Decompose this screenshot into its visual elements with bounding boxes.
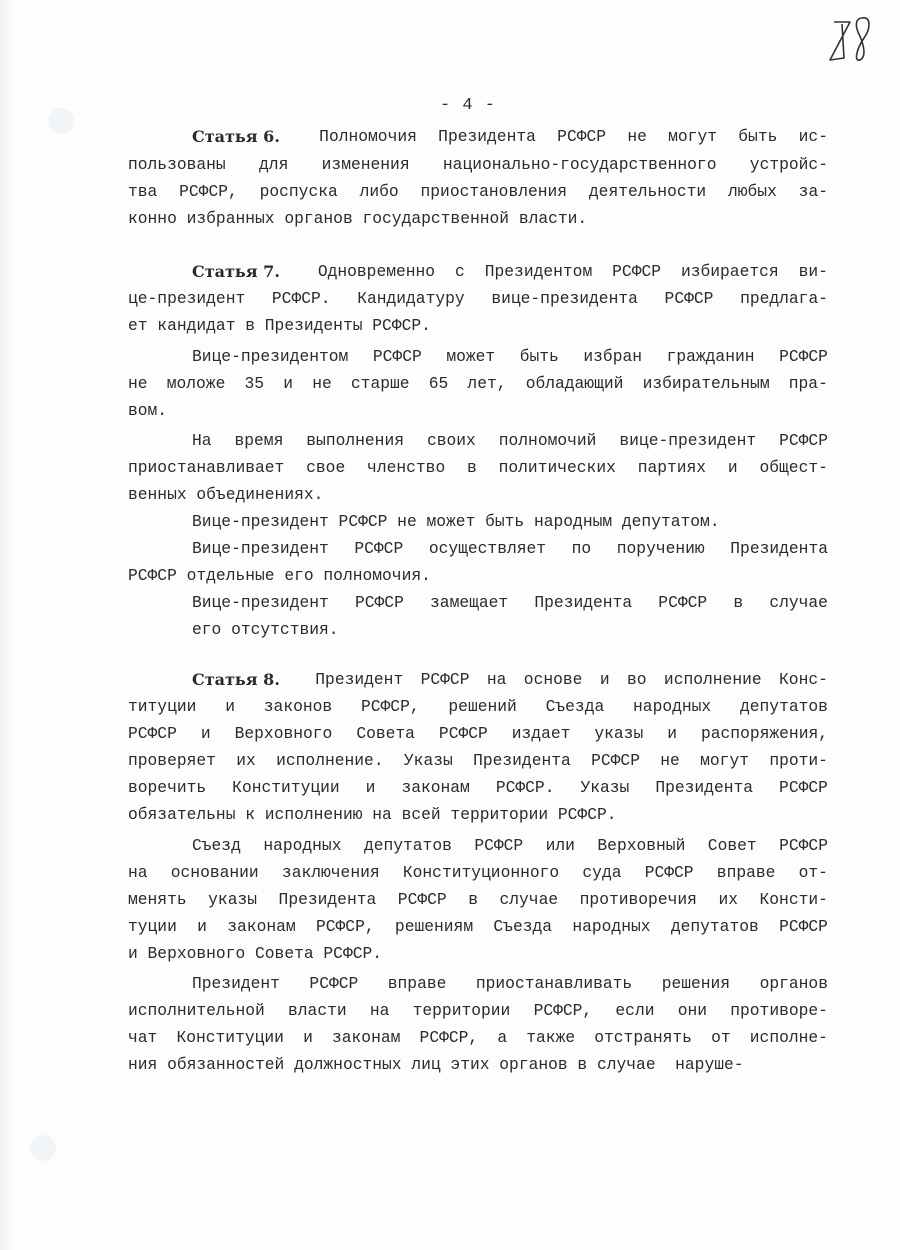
- punch-hole-mark: [30, 1135, 56, 1161]
- word: Съезда: [493, 917, 553, 936]
- text-line: [128, 862, 828, 884]
- word: противоречия: [579, 890, 697, 909]
- word: либо: [359, 182, 399, 201]
- word: не: [660, 751, 680, 770]
- word: быть: [738, 127, 778, 146]
- word: РСФСР: [779, 917, 828, 936]
- word: вправе: [387, 974, 447, 993]
- word: Одновременно: [317, 262, 436, 281]
- word: исполнение: [663, 670, 762, 689]
- word: РСФСР: [779, 836, 828, 855]
- word: РСФСР: [591, 751, 640, 770]
- word: избирается: [680, 262, 779, 281]
- word: выполнения: [306, 431, 404, 450]
- word: старше: [350, 374, 410, 393]
- word: своих: [426, 431, 476, 450]
- word: деятельности: [588, 182, 707, 201]
- word: не: [312, 374, 332, 393]
- line-text: ет кандидат в Президенты РСФСР.: [128, 316, 431, 335]
- word: приостанавливает: [128, 458, 285, 477]
- word: законов: [263, 697, 333, 716]
- word: заключения: [281, 863, 380, 882]
- line-text: Вице-президент РСФСР не может быть народным депутатом.: [192, 512, 720, 531]
- word: моложе: [166, 374, 226, 393]
- word: и: [667, 724, 677, 743]
- word: чат: [128, 1028, 158, 1047]
- word: РСФСР,: [419, 1028, 479, 1047]
- word: и: [197, 917, 207, 936]
- word: Президента: [278, 890, 377, 909]
- text-line: [192, 126, 828, 148]
- word: Совет: [707, 836, 757, 855]
- text-line: [128, 315, 828, 337]
- word: депутатов: [670, 917, 759, 936]
- word: народных: [633, 697, 712, 716]
- text-line: [192, 511, 828, 533]
- scan-edge-shadow: [0, 0, 14, 1250]
- word: вправе: [716, 863, 776, 882]
- word: Президент: [192, 974, 280, 993]
- word: территории: [412, 1001, 511, 1020]
- word: РСФСР: [420, 670, 470, 689]
- text-line: [128, 373, 828, 395]
- word: 35: [244, 374, 265, 393]
- word: Верховного: [234, 724, 333, 743]
- word: депутатов: [363, 836, 452, 855]
- word: власти: [288, 1001, 347, 1020]
- word: РСФСР,: [533, 1001, 593, 1020]
- word: проти-: [769, 751, 828, 770]
- text-line: [128, 943, 828, 965]
- text-line: [192, 669, 828, 691]
- line-text: его отсутствия.: [192, 620, 339, 639]
- word: по: [571, 539, 592, 558]
- word: приостанавливать: [475, 974, 633, 993]
- word: вице-президент: [619, 431, 757, 450]
- word: исполнительной: [128, 1001, 265, 1020]
- text-line: [128, 1027, 828, 1049]
- text-line: [192, 592, 828, 614]
- text-line: [128, 208, 828, 230]
- word: и: [200, 724, 211, 743]
- word: решениям: [394, 917, 474, 936]
- word: указы: [208, 890, 258, 909]
- word: РСФСР: [644, 863, 694, 882]
- word: воречить: [128, 778, 207, 797]
- word: Президентом: [484, 262, 593, 281]
- word: лет,: [467, 374, 507, 393]
- word: и: [303, 1028, 313, 1047]
- article-heading: Статья 6.: [192, 127, 280, 146]
- word: устройс-: [749, 155, 828, 174]
- text-line: [128, 777, 828, 799]
- word: исполнение.: [276, 751, 384, 770]
- word: решений: [448, 697, 517, 716]
- word: случае: [769, 593, 828, 612]
- word: во: [626, 670, 647, 689]
- text-line: [128, 288, 828, 310]
- word: РСФСР.: [495, 778, 555, 797]
- word: противоре-: [730, 1001, 828, 1020]
- word: за-: [798, 182, 828, 201]
- text-line: [128, 1000, 828, 1022]
- word: народных: [572, 917, 651, 936]
- word: РСФСР,: [179, 182, 238, 201]
- text-line: [128, 484, 828, 506]
- line-text: обязательны к исполнению на всей территории РСФСР.: [128, 805, 617, 824]
- text-line: [128, 565, 828, 587]
- word: могут: [700, 751, 749, 770]
- word: избран: [583, 347, 643, 366]
- word: издает: [511, 724, 571, 743]
- word: осуществляет: [428, 539, 547, 558]
- word: Конс-: [779, 670, 828, 689]
- word: РСФСР: [438, 724, 488, 743]
- word: РСФСР: [658, 593, 708, 612]
- word: РСФСР: [354, 593, 404, 612]
- word: проверяет: [128, 751, 216, 770]
- word: может: [446, 347, 496, 366]
- word: Указы: [580, 778, 630, 797]
- word: и: [365, 778, 376, 797]
- text-line: [128, 457, 828, 479]
- word: их: [236, 751, 256, 770]
- word: не: [627, 127, 647, 146]
- word: политических: [498, 458, 616, 477]
- line-text: конно избранных органов государственной власти.: [128, 209, 588, 228]
- article-heading: Статья 7.: [192, 262, 280, 281]
- word: Съезд: [192, 836, 241, 855]
- text-line: [128, 181, 828, 203]
- word: РСФСР: [128, 724, 177, 743]
- line-text: ния обязанностей должностных лиц этих органов в случае наруше-: [128, 1055, 744, 1074]
- word: с: [455, 262, 465, 281]
- word: основании: [170, 863, 259, 882]
- word: РСФСР.: [271, 289, 331, 308]
- word: на: [486, 670, 507, 689]
- word: Конституции: [232, 778, 340, 797]
- word: Президент: [315, 670, 404, 689]
- word: они: [677, 1001, 708, 1020]
- word: быть: [519, 347, 559, 366]
- text-line: [192, 538, 828, 560]
- word: народных: [263, 836, 342, 855]
- handwritten-folio-number: [820, 10, 880, 70]
- text-line: [128, 400, 828, 422]
- word: РСФСР: [612, 262, 662, 281]
- word: РСФСР: [557, 127, 607, 146]
- word: на: [369, 1001, 390, 1020]
- word: менять: [128, 890, 187, 909]
- text-line: [192, 973, 828, 995]
- word: их: [718, 890, 738, 909]
- word: ис-: [798, 127, 828, 146]
- word: Президента: [534, 593, 633, 612]
- word: пользованы: [128, 155, 226, 174]
- word: РСФСР: [779, 431, 828, 450]
- text-line: [128, 804, 828, 826]
- word: приостановления: [420, 182, 568, 201]
- word: Съезда: [545, 697, 605, 716]
- word: предлага-: [740, 289, 828, 308]
- word: депутатов: [740, 697, 828, 716]
- word: гражданин: [666, 347, 755, 366]
- word: титуции: [128, 697, 197, 716]
- word: могут: [668, 127, 717, 146]
- word: Вице-президентом: [192, 347, 349, 366]
- word: РСФСР: [664, 289, 714, 308]
- word: законам: [227, 917, 296, 936]
- text-line: [128, 889, 828, 911]
- word: РСФСР: [779, 778, 828, 797]
- word: законам: [401, 778, 470, 797]
- word: РСФСР,: [360, 697, 420, 716]
- word: це-президент: [128, 289, 246, 308]
- word: решения: [661, 974, 731, 993]
- word: и: [727, 458, 738, 477]
- word: Президента: [473, 751, 571, 770]
- page-number: - 4 -: [439, 96, 496, 115]
- text-line: [128, 750, 828, 772]
- word: Полномочия: [319, 127, 417, 146]
- word: РСФСР: [397, 890, 447, 909]
- word: Конституционного: [402, 863, 560, 882]
- word: РСФСР,: [315, 917, 375, 936]
- word: и: [599, 670, 610, 689]
- word: Вице-президент: [192, 593, 329, 612]
- word: пра-: [788, 374, 828, 393]
- word: обладающий: [525, 374, 624, 393]
- word: Президента: [438, 127, 536, 146]
- word: распоряжения,: [700, 724, 828, 743]
- word: суда: [582, 863, 622, 882]
- text-line: [128, 696, 828, 718]
- word: отстранять: [594, 1028, 692, 1047]
- word: изменения: [321, 155, 410, 174]
- line-text: вом.: [128, 401, 168, 420]
- article-heading: Статья 8.: [192, 670, 280, 689]
- text-line: [128, 154, 828, 176]
- word: Президента: [655, 778, 754, 797]
- word: ви-: [798, 262, 828, 281]
- word: органов: [759, 974, 828, 993]
- word: Совета: [356, 724, 415, 743]
- text-line: [192, 261, 828, 283]
- word: На: [192, 431, 212, 450]
- line-text: и Верховного Совета РСФСР.: [128, 944, 383, 963]
- word: замещает: [430, 593, 509, 612]
- word: Вице-президент: [192, 539, 329, 558]
- word: от: [711, 1028, 731, 1047]
- word: роспуска: [259, 182, 338, 201]
- word: а: [497, 1028, 508, 1047]
- word: партиях: [637, 458, 707, 477]
- word: от-: [798, 863, 828, 882]
- text-line: [192, 346, 828, 368]
- word: членство: [367, 458, 446, 477]
- word: Конституции: [176, 1028, 284, 1047]
- word: время: [234, 431, 284, 450]
- word: для: [259, 155, 289, 174]
- word: 65: [428, 374, 449, 393]
- word: Указы: [403, 751, 453, 770]
- word: или: [545, 836, 575, 855]
- word: на: [128, 863, 148, 882]
- word: Верховный: [597, 836, 686, 855]
- word: также: [526, 1028, 576, 1047]
- text-line: [192, 619, 828, 641]
- word: РСФСР: [779, 347, 828, 366]
- word: общест-: [759, 458, 828, 477]
- word: тва: [128, 182, 158, 201]
- text-line: [128, 1054, 828, 1076]
- word: и: [225, 697, 235, 716]
- word: в: [733, 593, 744, 612]
- text-line: [128, 723, 828, 745]
- word: случае: [499, 890, 559, 909]
- word: поручению: [616, 539, 705, 558]
- word: РСФСР: [372, 347, 422, 366]
- word: РСФСР: [354, 539, 404, 558]
- word: Консти-: [759, 890, 828, 909]
- word: Президента: [730, 539, 828, 558]
- word: не: [128, 374, 148, 393]
- word: полномочий: [498, 431, 597, 450]
- word: РСФСР: [474, 836, 524, 855]
- word: исполне-: [749, 1028, 828, 1047]
- text-line: [192, 430, 828, 452]
- word: РСФСР: [309, 974, 359, 993]
- word: в: [468, 890, 478, 909]
- word: в: [467, 458, 477, 477]
- word: вице-президента: [491, 289, 638, 308]
- word: Кандидатуру: [357, 289, 465, 308]
- word: указы: [594, 724, 644, 743]
- word: туции: [128, 917, 177, 936]
- word: основе: [523, 670, 583, 689]
- line-text: венных объединениях.: [128, 485, 324, 504]
- word: избирательным: [642, 374, 770, 393]
- word: и: [283, 374, 294, 393]
- text-line: [192, 835, 828, 857]
- word: национально-государственного: [442, 155, 717, 174]
- word: любых: [727, 182, 777, 201]
- text-line: [128, 916, 828, 938]
- word: свое: [306, 458, 346, 477]
- word: если: [615, 1001, 655, 1020]
- word: законам: [332, 1028, 401, 1047]
- line-text: РСФСР отдельные его полномочия.: [128, 566, 431, 585]
